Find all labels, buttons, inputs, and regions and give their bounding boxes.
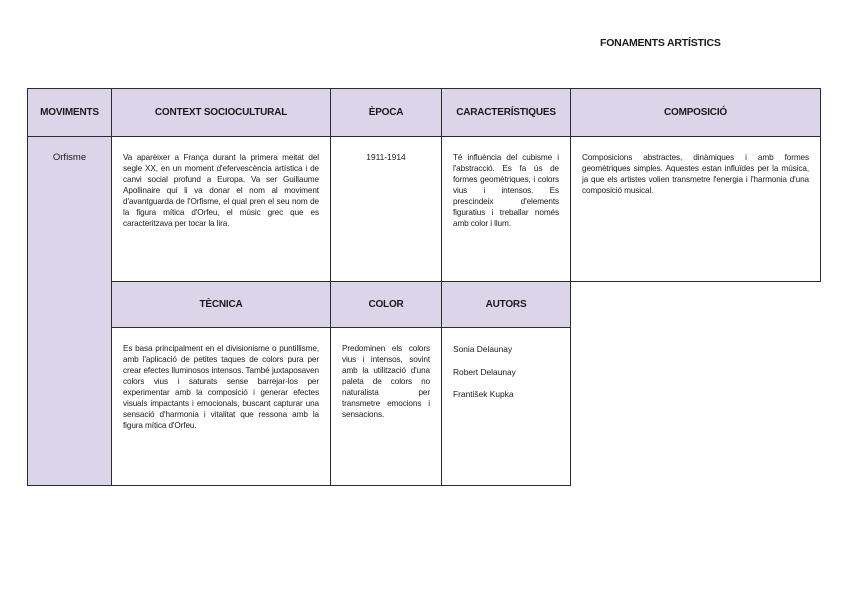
- tecnica-text: Es basa principalment en el divisionisme o puntillisme, amb l'aplicació de petites taques de colors pura per crear efectes lluminosos intensos. També juxtaposaven colors vius i saturats sense barrejar-los per experimentar amb la composició i generar efectes visuals impactants i emocionals, buscant capturar una sensació d'harmonia i vitalitat que ressona amb la figura mítica d'Orfeu.: [112, 328, 331, 486]
- autors-list: [442, 328, 571, 486]
- header-autors: AUTORS: [442, 282, 571, 328]
- author-item: František Kupka: [453, 389, 514, 399]
- header-moviments: MOVIMENTS: [28, 89, 112, 137]
- header-epoca: ÈPOCA: [331, 89, 442, 137]
- header-caracteristiques: CARACTERÍSTIQUES: [442, 89, 571, 137]
- caracteristiques-text: Té influència del cubisme i l'abstracció. Es fa ús de formes geomètriques, i colors vius i intensos. Es prescindeix d'elements figuratius i treballar només amb color i llum.: [442, 137, 571, 282]
- composicio-text: Composicions abstractes, dinàmiques i amb formes geomètriques simples. Aquestes estan influïdes per la música, ja que els artistes volien transmetre l'energia i l'harmonia d'una composició musical.: [571, 137, 821, 282]
- header-tecnica: TÈCNICA: [112, 282, 331, 328]
- author-item: Sonia Delaunay: [453, 344, 513, 354]
- movement-cell: [28, 137, 112, 486]
- epoca-text: 1911-1914: [331, 137, 442, 282]
- header-context-sociocultural: CONTEXT SOCIOCULTURAL: [112, 89, 331, 137]
- header-color: COLOR: [331, 282, 442, 328]
- context-sociocultural-text: Va aparèixer a França durant la primera meitat del segle XX, en un moment d'efervescència artística i de canvi social profund a Europa. Va ser Guillaume Apollinaire qui li va donar el nom al moviment d'avantguarda de l'Orfisme, el qual pren el seu nom de la figura mítica d'Orfeu, el músic grec que es caracteritzava per tocar la lira.: [112, 137, 331, 282]
- document-title: FONAMENTS ARTÍSTICS: [600, 37, 721, 49]
- header-composicio: COMPOSICIÓ: [571, 89, 821, 137]
- color-text: Predominen els colors vius i intensos, sovint amb la utilització d'una paleta de colors no naturalista per transmetre emocions i sensacions.: [331, 328, 442, 486]
- movement-name: Orfisme: [52, 152, 87, 163]
- author-item: Robert Delaunay: [453, 366, 516, 377]
